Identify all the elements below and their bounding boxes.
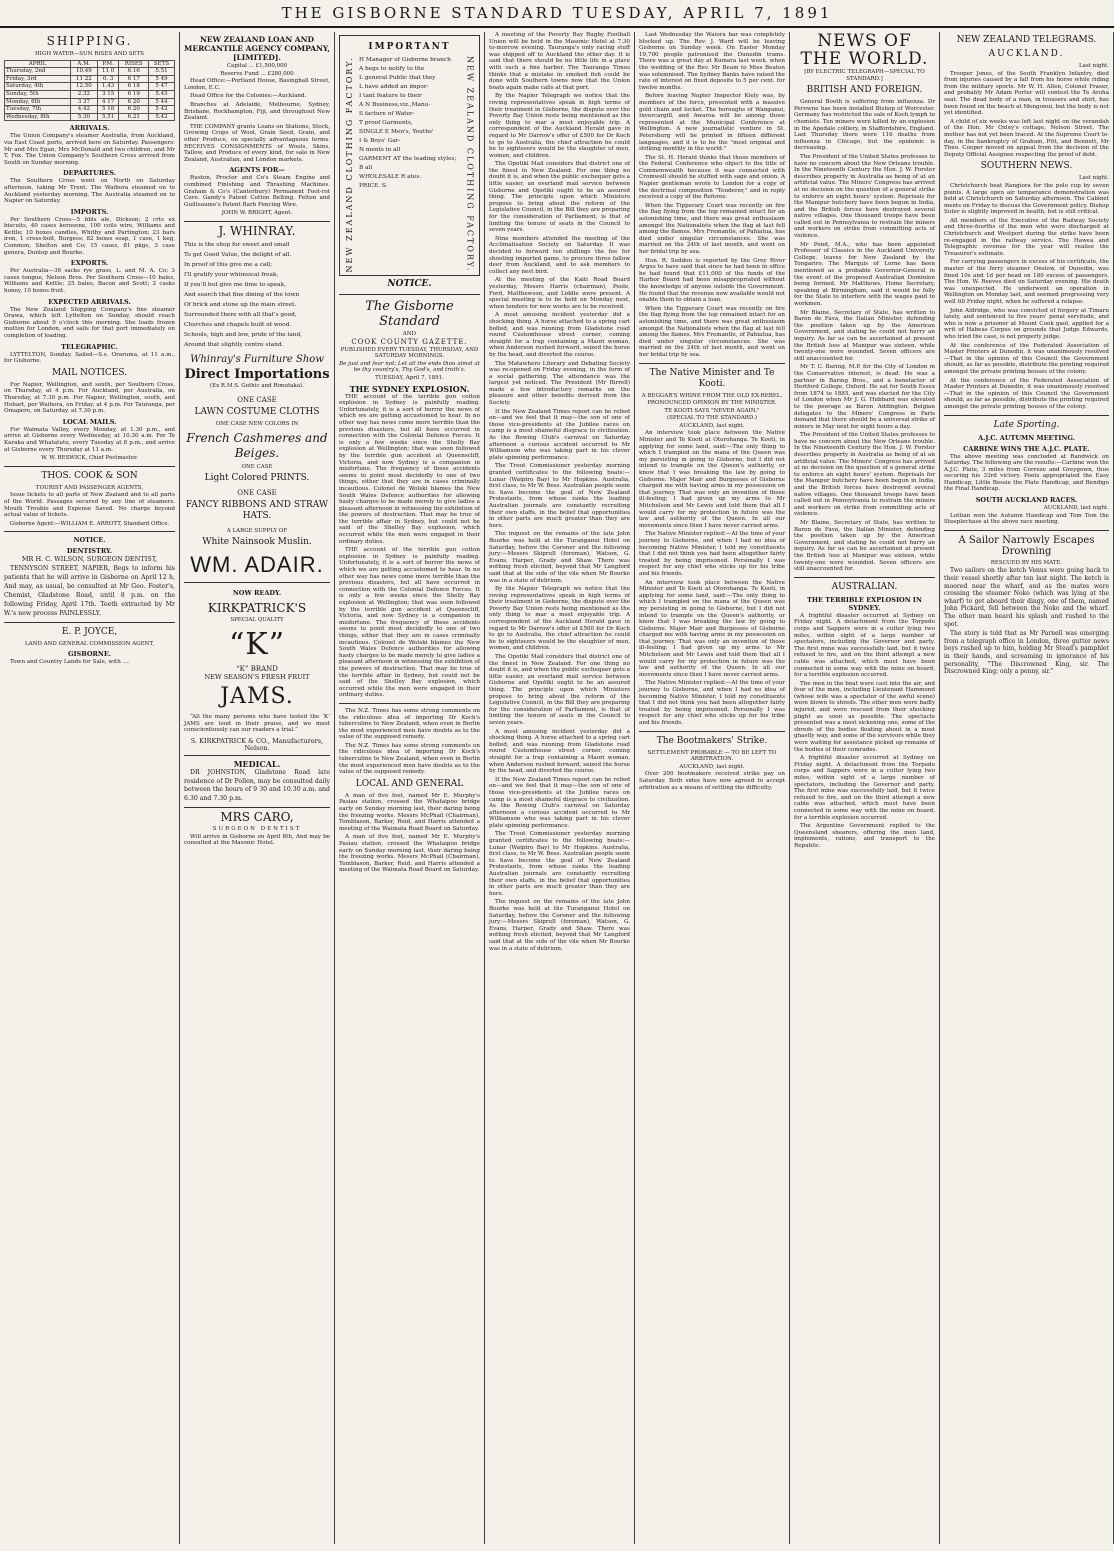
ad-line: T proof Garments,: [359, 120, 413, 126]
k-brand: “K” BRAND: [236, 665, 278, 674]
season: NEW SEASON'S FRESH FRUIT: [204, 672, 310, 681]
nzloan-heading: NEW ZEALAND LOAN AND MERCANTILE AGENCY COMPANY, [LIMITED].: [184, 35, 330, 62]
ad-line: SINGLE E Men's, Youths': [359, 129, 434, 135]
terrible-explosion-heading: THE TERRIBLE EXPLOSION IN SYDNEY.: [807, 595, 922, 612]
ad-line: PRICE. S.: [359, 183, 388, 189]
johnston-text: DR JOHNSTON, Gladstone Road late residence of Dr Pollen, may be consulted daily between the hours of 9 30 and 10.30 a.m. and 6.30 and 7.30 p.m.: [184, 769, 330, 802]
tide-cell: 5.30: [71, 113, 98, 121]
kirk-signature: S. KIRKPATRICK & CO., Manufacturers, Nelson.: [190, 737, 324, 752]
tide-cell: 5 44: [149, 98, 175, 106]
dentist-text: TENNYSON STREET, NAPIER, Begs to inform his patients that he will arrive in Gisborne on April 12 h, And may, as usual, be consulted at Mr Geo. Foster's, Chemist, Gladstone Road, until 8 p.m. on the following Friday, April 17th. Teeth extracted by Mr W.'s new process PAINLESSLY.: [4, 564, 175, 617]
tide-cell: 5 18: [97, 106, 119, 114]
tide-cell: 6.16: [119, 68, 149, 76]
news-world-heading: NEWS OF THE WORLD.: [800, 32, 929, 69]
auckland-heading: AUCKLAND.: [988, 49, 1065, 59]
notice-word: NOTICE.: [387, 279, 432, 290]
joyce-text: Town and Country Lands for Sale, with ....: [10, 659, 130, 666]
col4-text-i-cont: The Trout Commissioner yesterday morning granted certificates to the following boats:—Lunar (Waipiro Bay) to Mr Hopkins. Australia, first class, to Mr W. Bess. Australian people seem to have become the goal of New Zealand Protestants, from whose ranks the leading Australian journals are constantly recruiting their own staffs, in the belief that opportunities in other parts are much greater than they are here.: [489, 831, 630, 897]
local-mails-heading: LOCAL MAILS.: [62, 417, 117, 426]
whinray-line: And search that fine dining of the town: [184, 291, 300, 298]
col5-text-b: Before leaving Napier Inspector Kiely was, by members of the force, presented with a massive gold chain and locket. The boroughs of Wanganui, Invercargill, and Awaroa will be among those represented at the Municipal Conference at Wellington. A new journalistic venture in St. Petersburg will be printed in fifteen different languages, and it is to be the "most original and striking monthly in the world.": [639, 93, 785, 153]
column-1: [0, 32, 180, 1544]
k-brand-large: “K”: [228, 627, 286, 663]
masthead: THE GISBORNE STANDARD TUESDAY, APRIL 7, 1891: [0, 0, 1114, 28]
reserve: Reserve Fund ... £280,000: [220, 70, 294, 77]
lawn-cloths: LAWN COSTUME CLOTHS: [194, 407, 320, 418]
joyce-sub: LAND AND GENERAL COMMISSION AGENT,: [25, 640, 154, 647]
important-heading: IMPORTANT: [368, 42, 451, 52]
south-auckland-text: Lottian won the Autumn Handicap and Tom Tom the Steeplechase at the above race meeting.: [944, 512, 1109, 526]
adair-name: WM. ADAIR.: [190, 552, 324, 578]
carbine-text: The above meeting was concluded at Randwick on Saturday. The following are the results:—Carbine won the A.J.C. Plate, 3 miles from Correze and Greygown, thus securing his 33rd victory. Poets appropriated the Easy Handicap, Little Bessie the Plate Handicap, and Bendigo the Final Handicap.: [944, 453, 1109, 493]
col4-text-j-cont: The inquest on the remains of the late John Bourke was held at the Turanganui Hotel on Saturday, before the Coroner and the following jury:—Messrs Skiprull (foreman), Watson, G. Evans, Harper, Grady and Shaw. There was nothing fresh elicited, beyond that Mr Langford said that at the side of the vile when Mr Bourke was in a state of delirium.: [489, 899, 630, 952]
native-minister-heading: The Native Minister and Te Kooti.: [649, 367, 775, 389]
expected-text: The New Zealand Shipping Company's fine steamer Orawa, which left Lyttelton on Sunday, should reach Gisborne about 9 o'clock this morning. She loads frozen mutton for London, and sails for that port immediately on completion of loading.: [4, 306, 175, 339]
terrible-text-cont: A frightful disaster occurred at Sydney on Friday night. A detachment from the Torpedo corps and Sappers were in a cutter lying two miles, within sight of a large number of spectators, including the Governor and party. The first mine was successfully laid, but it twice refused to fire, and on the third attempt a new cable was attached, which must have been connected in some way with the mine on board, for a terrible explosion occurred.: [794, 755, 935, 821]
special-note: (SPECIAL TO THE STANDARD.): [666, 415, 758, 422]
southern-text-2: All members of the Executive of the Railway Society and three-fourths of the men who were discharged at Christchurch and Westport during the strike have been re-engaged in the railway service. The Hawea and Telegraphic revenue for the year will realise the Treasurer's estimate.: [944, 217, 1109, 257]
whinray-heading: J. WHINRAY.: [218, 223, 296, 238]
divider: [184, 582, 330, 583]
british-text-4: Mr Blaine, Secretary of State, has written to Baron de Fava, the Italian Minister, defending the position taken up by the American Government, and stating he could not hurry an inquiry. As far as can be ascertained at present the British loss at Manipur was sixteen, while twenty-one were wounded. Seven officers are still unaccounted for.: [794, 309, 935, 362]
tide-cell: 6 20: [119, 98, 149, 106]
ad-line: H Manager of Gisborne branch: [359, 57, 451, 63]
whinray-line: I'll gratify your whimsical freak,: [184, 271, 279, 278]
joyce-heading: E. P. JOYCE,: [61, 626, 118, 637]
kirkpatrick-heading: KIRKPATRICK'S: [207, 601, 307, 616]
tide-header-cell: RISES: [119, 60, 149, 68]
ad-line: A N Business,viz.,Manu-: [359, 102, 431, 108]
boot-dateline: AUCKLAND, last night.: [679, 763, 745, 770]
tide-cell: Tuesday, 7th: [5, 106, 71, 114]
british-text: General Booth is suffering from influenza. Dr Perowne has been installed Bishop of Worcester. Germany has restricted the sale of Koch lymph to chemists. Ten miners were killed by an explosion in the Apedale colliery, in Staffordshire, England. Last Thursday there were 116 deaths from influenza in Chicago, but the epidemic is decreasing.: [794, 99, 935, 152]
medical-heading: MEDICAL.: [233, 759, 281, 770]
branches: Branches at Adelaide, Melbourne, Sydney, Brisbane, Rockhampton, Fiji, and throughout New Zealand.: [184, 101, 330, 122]
dentistry-heading: DENTISTRY.: [66, 547, 113, 556]
divider: [339, 703, 480, 704]
native-sub-3: TE KOOTI SAYS "NEVER AGAIN.": [664, 407, 760, 414]
native-text-2: The Native Minister replied:—At the time of your journey to Gisborne, and when I had no idea of becoming Native Minister, I told my constituents that I did not think you had been altogether fairly treated by being imprisoned. Personally I was respect for any chief who sticks up for his tribe and his friends.: [639, 531, 785, 577]
whinray-line: Schools, high and low, pride of the land,: [184, 331, 303, 338]
tide-header-cell: SETS: [149, 60, 175, 68]
sailor-text-2: The story is told that as Mr Parnell was emerging from a telegraph office in London, three gutter news boys rushed up to him, holding Mr Stead's pamphlet in their hands, and screaming in ignorance of his personality, "The Discrowned King, sir. The Discrowned King; only a penny, sir.": [944, 630, 1109, 676]
ad-side-right: NEW ZEALAND CLOTHING FACTORY.: [465, 56, 475, 273]
col5-text-d: When the Tipperary Court was recently on fire the flag flying from the top remained intact for an astonishing time, and there was great enthusiasm amongst the Nationalists when the flag at last fell among the flames. Mrs Fremantle, of Pahiatua, has died under singular circumstances. She was married on the 24th of last month, and went on her bridal trip by sea.: [639, 202, 785, 255]
tide-cell: 12.50: [71, 83, 98, 91]
ad-line: N ments in all: [359, 147, 401, 153]
cook-signature: Gisborne Agent:—WILLIAM E. ARROTT, Standard Office.: [9, 520, 170, 527]
divider: [639, 363, 785, 364]
british-text-3: Mr Pond, M.A., who has been appointed Professor of Classics in the Auckland University College, leaves for New Zealand by the Tongariro. The Marquis of Lorne has been mentioned as a probable Governor-General in the event of the proposed Australian Dominion being formed. Mr Matthews, Home Secretary, speaking at Birmingham, said it would be folly for the State to interfere with the wages paid to workmen.: [794, 241, 935, 307]
divider: [944, 530, 1109, 531]
divider: [4, 466, 175, 467]
tide-cell: 11 22: [71, 75, 98, 83]
bootmakers-heading: The Bootmakers' Strike.: [656, 735, 768, 746]
caro-heading: MRS CARO,: [220, 810, 294, 825]
argentine-text: The Argentine Government replied to the Queensland shearers, offering the men land, implements, rations, and transport to the Republic.: [794, 823, 935, 849]
departures-text: The Southern Cross went on North on Saturday afternoon, taking Mr Trent. The Waihora steamed on to Auckland yesterday morning. The Australia steamed on to Napier on Saturday.: [4, 178, 175, 205]
whinray-line: Churches and chapels built of wood.: [184, 321, 292, 328]
divider: [184, 755, 330, 756]
british-text-2-cont: The President of the United States professes to have no concern about the New Orleans trouble. In the Nineteenth Century the Hon. J. W. Forster describes property in Australia as being of at an artificial value. The Miners' Congress has arrived at no decision on the question of a general strike to enforce an eight hours' system. Reprisals for the Manipur butchery have been begun in India, and the British forces have destroyed several native villages. One thousand troops have been called out in Pennsylvania to restrain the miners and workers on strike from committing acts of violence.: [794, 432, 935, 518]
col5-text-a: Last Wednesday the Waiora bar was completely blocked up. The Rev. J. Ward will be leaving Gisborne on Sunday week. On Easter Monday 19,700 people patronised the Dunedin trams. There was a great day at Kumara last week, when the wedding of the Rev. Mr Beam to Miss Beaton was solemnised. The Sydney Banks have raised the rate of interest on fixed deposits to 5 per cent. for twelve months.: [639, 32, 785, 91]
motto: Be just and fear not; Let all the ends thou aimst at be thy country's, Thy God's, and truth's.: [339, 360, 480, 374]
ad-line: L general Public that they: [359, 75, 436, 81]
ad-line: B all: [359, 165, 373, 171]
tide-cell: Friday, 3rd: [5, 75, 71, 83]
col4-text-j: The inquest on the remains of the late John Bourke was held at the Turanganui Hotel on Saturday, before the Coroner and the following jury:—Messrs Skiprull (foreman), Watson, G. Evans, Harper, Grady and Shaw. There was nothing fresh elicited, beyond that Mr Langford said that at the side of the vile when Mr Bourke was in a state of delirium.: [489, 531, 630, 584]
tide-cell: 3 15: [97, 90, 119, 98]
col4-text-g: The Matawhero Literary and Debating Society was re-opened on Friday evening, in the form of a social gathering. The attendance was the largest yet noticed. The President (Mr Birrell) made a few introductory remarks on the pleasure and other benefits derived from the Society.: [489, 360, 630, 407]
tide-row: [5, 90, 175, 98]
published: PUBLISHED EVERY TUESDAY, THURSDAY, AND SATURDAY MORNINGS.: [340, 346, 479, 360]
tide-cell: 5 47: [149, 83, 175, 91]
native-sub-1: A BEGGAR'S WHINE FROM THE OLD EX-REBEL.: [641, 392, 783, 399]
column-4: [485, 32, 635, 1544]
local-general-heading: LOCAL AND GENERAL: [355, 778, 464, 789]
french-cashmeres: French Cashmeres and Beiges.: [186, 430, 328, 460]
local-mails-text: For Waimata Valley, every Monday, at 1.30 p.m., and arrive at Gisborne every Wednesday, at 10.30 a.m. For Te Karaka and Whatatutu, every Tuesday at 8 p.m., and arrive at Gisborne every Thursday at 11 a.m.: [4, 426, 175, 453]
australian-heading: AUSTRALIAN.: [831, 581, 898, 592]
divider: [4, 531, 175, 532]
column-7: [940, 32, 1114, 1544]
tide-row: [5, 83, 175, 91]
ex-ships: (Ex R.M.S. Gothic and Rimutaka).: [209, 382, 305, 389]
cook-text: Issue tickets to all parts of New Zealand and to all parts of the World. Passages secured by any line of steamers. Mouth Trouble and Expense Saved. No charge beyond actual value of tickets.: [4, 492, 175, 519]
ad-line: GARMENT AT the leading styles;: [359, 156, 457, 162]
divider: [339, 294, 480, 295]
terrible-text-2: The men in the boat were cast into the air, and four of the men, including Lieutenant Hammond (whose wife was a spectator of the awful scene) were blown to shreds. The other men were badly injured, and were rescued from their shocking plight as soon as possible. The spectacle presented was a most sickening one, some of the shreds of the bodies floating about in a most ghastly way, and some of the survivors while they were waiting for assistance picked up remains of the bodies of their comrades.: [794, 680, 935, 753]
column-3: [335, 32, 485, 1544]
tide-cell: 1.43: [97, 83, 119, 91]
col4-text-a: A meeting of the Poverty Bay Rugby Football Union will be held in the Masonic Hotel at 7.30 to-morrow evening. Tauranga's only racing stuff was shipped off to Auckland the other day. It is said that there should be no little life in a place with such a fine harbor. The Tauranga Times thinks that a mistake in smoked fish could be done with Southern towns now that the Union boats again make calls at that port.: [489, 32, 630, 91]
whinray-line: If you'll but give me time to speak,: [184, 281, 286, 288]
native-dateline: AUCKLAND, last night.: [679, 422, 745, 429]
tide-header-row: [5, 60, 175, 68]
tide-row: [5, 106, 175, 114]
dentist-name: MR H. C. WILSON, SURGEON DENTIST,: [21, 555, 158, 564]
tide-cell: 5 42: [149, 106, 175, 114]
divider: [639, 731, 785, 732]
whinray-line: To get Good Value, the delight of all.: [184, 251, 292, 258]
one-case-2: ONE CASE NEW COLORS IN: [215, 421, 299, 428]
furniture-show: Whinray's Furniture Show: [190, 353, 324, 365]
telegraphic-text: LYTTELTON, Sunday. Sailed—S.s. Oraruma, at 11 a.m., for Gisborne.: [4, 351, 175, 365]
col4-text-h: If the New Zealand Times report can be relied on—and we feel that it may—the son of one of those vice-presidents at the Jubilee races on camp is a most shameful disgrace to civilization. As the Rowing Club's carnival on Saturday afternoon a curious accident occurred to Mr Williamson who was taking part in his clever plate spinning performance.: [489, 408, 630, 461]
tide-cell: 4 17: [97, 98, 119, 106]
departures-heading: DEPARTURES.: [63, 169, 116, 178]
col5-text-c: The St. H. Herald thinks that those members of the Federal Conference who object to the title of Commonwealth because it was connected with Cromwell should be stuffed with sage and onion. A Napier gentleman wrote to London for a copy of the doctrinal composition "Tenderer," and in reply received a copy of the Referee.: [639, 154, 785, 201]
tide-cell: 5.51: [97, 113, 119, 121]
auckland-text-2: A child of six weeks was left last night on the verandah of the Hon. Mr Oxley's cottage, Nelson Street. The mother has not yet been traced. At the Supreme Court to-day, in the bankruptcy of Graham, Pitt, and Bennett, Mr Theo. Cooper moved on appeal from the decision of the Deputy Official Assignee respecting the proof of debt.: [944, 118, 1109, 158]
carbine-heading: CARBINE WINS THE A.J.C. PLATE.: [963, 444, 1090, 453]
tide-cell: Monday, 6th: [5, 98, 71, 106]
whinray-line: In proof of this give me a call;: [184, 261, 273, 268]
southern-text-3: For carrying passengers in excess of his certificate, the master of the ferry steamer Onslow, of Dunedin, was fined 10s and 1d per head on 180 excess of passengers. The Hon. W. Reeves died on Saturday evening. His death was unexpected. He underwent an operation in Wellington on Monday last, and seemed progressing very well till Friday night, when he suffered a relapse.: [944, 259, 1109, 305]
divider: [4, 622, 175, 623]
divider: [794, 577, 935, 578]
jams-heading: JAMS.: [220, 684, 294, 710]
mail-signature: W. W. BESWICK, Chief Postmaster.: [41, 455, 138, 462]
south-auckland-heading: SOUTH AUCKLAND RACES.: [975, 496, 1078, 505]
shipping-heading: SHIPPING.: [46, 34, 133, 48]
tide-cell: 5.45: [149, 90, 175, 98]
tide-cell: 5 49: [149, 75, 175, 83]
boot-sub: SETTLEMENT PROBABLE — TO BE LEFT TO ARBITRATION.: [647, 749, 777, 763]
tide-cell: Wednesday, 8th: [5, 113, 71, 121]
tide-header-cell: APRIL: [5, 60, 71, 68]
caro-sub: SURGEON DENTIST: [212, 826, 302, 833]
col5-text-d-cont: When the Tipperary Court was recently on fire the flag flying from the top remained intact for an astonishing time, and there was great enthusiasm amongst the Nationalists when the flag at last fell among the flames. Mrs Fremantle, of Pahiatua, has died under singular circumstances. She was married on the 24th of last month, and went on her bridal trip by sea.: [639, 305, 785, 358]
paper-sub: COOK COUNTY GAZETTE.: [351, 338, 468, 347]
col4-text-i: The Trout Commissioner yesterday morning granted certificates to the following boats:—Lunar (Waipiro Bay) to Mr Hopkins. Australia, first class, to Mr W. Bess. Australian people seem to have become the goal of New Zealand Protestants, from whose ranks the leading Australian journals are constantly recruiting their own staffs, in the belief that opportunities in other parts are much greater than they are here.: [489, 463, 630, 529]
col4-text-e: At the meeting of the Kaiti Road Board yesterday, Messrs Harris (chairman), Poole, Ford, Matthewson, and Liddle were present. A special meeting is to be held on Monday next, when tenders for new works are to be received.: [489, 277, 630, 310]
local-text: A man of five feet, named Mr E. Murphy's Pasiau station, crossed the Whataipoo bridge early on Sunday morning last, their daring being the freezing works. Messrs McPhail (Chairman), Tomblason, Barker, Reid, and Harris attended a meeting of the Waimata Road Board on Saturday.: [339, 792, 480, 832]
head-office: Head Office:—Portland House, Basinghall Street, London, E.C.: [184, 78, 330, 91]
col4-text-h-cont: If the New Zealand Times report can be relied on—and we feel that it may—the son of one of those vice-presidents at the Jubilee races on camp is a most shameful disgrace to civilization. As the Rowing Club's carnival on Saturday afternoon a curious accident occurred to Mr Williamson who was taking part in his clever plate spinning performance.: [489, 776, 630, 829]
divider: [184, 807, 330, 808]
col4-text-c-cont: The Opotiki Mail considers that district one of the finest in New Zealand. For one thing no doubt it is, and when the public exchequer gets a little easier, an overland mail service between Gisborne and Opotiki ought to be an assured thing. The principle upon which Ministers propose to bring about the reform of the Legislative Council, in the Bill they are preparing for the consideration of Parliament, is that of limiting the tenure of seats in the Council to seven years.: [489, 654, 630, 726]
column-6: [790, 32, 940, 1544]
sailor-sub: RESCUED BY HIS MATE.: [990, 559, 1063, 566]
southern-news-heading: SOUTHERN NEWS.: [980, 161, 1073, 172]
large-supply: A LARGE SUPPLY OF: [226, 527, 288, 534]
british-text-2: The President of the United States professes to have no concern about the New Orleans trouble. In the Nineteenth Century the Hon. J. W. Forster describes property in Australia as being of at an artificial value. The Miners' Congress has arrived at no decision on the question of a general strike to enforce an eight hours' system. Reprisals for the Manipur butchery have been begun in India, and the British forces have destroyed several native villages. One thousand troops have been called out in Pennsylvania to restrain the miners and workers on strike from committing acts of violence.: [794, 153, 935, 240]
imports-text: Per Southern Cross—5 bbls ale, Dickson; 2 crts ex biscuits, 40 cases kerosene, 100 coils wire, Williams and Kettle; 10 boxes candles, Whitby and Partington; 23 bars iron, 1 cross-bolt, Burgess; 82 boxes soap, 1 case, 1 keg, Common, Shelton and Co; 15 cases, 81 pkgs, 3 case genera, Dunlop and Bourke.: [4, 216, 175, 256]
fancy-ribbons: FANCY RIBBONS AND STRAW HATS.: [185, 499, 329, 521]
tide-cell: 2.32: [71, 90, 98, 98]
native-text-2-cont: The Native Minister replied:—At the time of your journey to Gisborne, and when I had no idea of becoming Native Minister, I told my constituents that I did not think you had been altogether fairly treated by being imprisoned. Personally I was respect for any chief who sticks up for his tribe and his friends.: [639, 680, 785, 726]
nz-times-text-repeat: The N.Z. Times has some strong comments on the ridiculous idea of importing Dr Koch's tuberculine to New Zealand, when even in Berlin the most experienced men have doubts as to the value of the supposed remedy.: [339, 742, 480, 776]
tide-row: [5, 98, 175, 106]
boot-text: Over 200 bootmakers received strike pay on Saturday. Both sides have now agreed to accept arbitration as a means of settling the difficulty.: [639, 771, 785, 791]
special-quality: SPECIAL QUALITY: [230, 617, 284, 624]
ad-line: S facture of Water-: [359, 111, 415, 117]
tide-row: [5, 113, 175, 121]
tide-cell: 6 20: [119, 106, 149, 114]
southern-date: Last night.: [1078, 175, 1109, 182]
col4-text-f: A most amusing incident yesterday did a shocking thing. A horse attached to a spring cart bolted, and was running from Gladstone road round Customhouse street corner, coming straight for a trap containing a Maori woman, when Anderson rushed forward, seized the horse by the head, and diverted the course.: [489, 312, 630, 358]
nainsook-muslin: White Nainsook Muslin.: [202, 537, 312, 548]
sailor-text: Two sailors on the ketch Venus were going back to their vessel shortly after ten last night. The ketch is moored near the wharf, and as the mates were crossing the steamer Noko (which was lying at the wharf) to get aboard their dingy, one of them, named John Pickard, fell between the Noko and the wharf. The other man heard his splash and rushed to the spot.: [944, 567, 1109, 628]
light-prints: Light Colored PRINTS.: [204, 473, 310, 484]
auckland-date: Last night.: [1078, 63, 1109, 69]
sydney-text: THE account of the terrible gun cotton explosion in Sydney is painfully reading. Unfortunately, it is a sort of horror the news of which we are getting accustomed to hear. In no other way has news come more terrible than the previous disasters, but all have occurred in connection with the Colonial Defence Forces. It is only a few weeks since the Shelly Bay explosion at Wellington; that was soon followed by the terrible gun accident at Queenscliff, Victoria, and now Sydney is a companion in misfortune. The frequency of these accidents seems to point most decidedly to one of two things, either that they are in cases criminally incautious. Colonel de Wolski blames the New South Wales Defence authorities for allowing hasty charges to be made merely to give ladies a pleasant afternoon in witnessing the exhibition of the powers of destruction. That may be true of the terrible affair in Sydney, but could not be said of the Shelley Bay explosion, which occurred while the men were engaged in their ordinary duties.: [339, 393, 480, 545]
divider: [944, 415, 1109, 416]
one-case-3: ONE CASE: [241, 463, 273, 470]
ad-lines: [359, 56, 460, 272]
local-text-repeat: A man of five feet, named Mr E. Murphy's Pasiau station, crossed the Whataipoo bridge early on Sunday morning last, their daring being the freezing works. Messrs McPhail (Chairman), Tomblason, Barker, Reid, and Harris attended a meeting of the Waimata Road Board on Saturday.: [339, 834, 480, 874]
nz-telegrams-heading: NEW ZEALAND TELEGRAMS.: [956, 35, 1097, 45]
paper-and: AND: [402, 331, 417, 338]
exports-heading: EXPORTS.: [70, 259, 109, 268]
tide-cell: 6 18: [119, 83, 149, 91]
tide-table: [4, 60, 175, 122]
terrible-text: A frightful disaster occurred at Sydney on Friday night. A detachment from the Torpedo corps and Sappers were in a cutter lying two miles, within sight of a large number of spectators, including the Governor and party. The first mine was successfully laid, but it twice refused to fire, and on the third attempt a new cable was attached, which must have been connected in some way with the mine on board, for a terrible explosion occurred.: [794, 612, 935, 679]
cook-sub: TOURIST AND PASSENGER AGENTS,: [35, 484, 144, 491]
column-2: [180, 32, 335, 1544]
telegraphic-heading: TELEGRAPHIC.: [61, 342, 118, 351]
col4-text-c: The Opotiki Mail considers that district one of the finest in New Zealand. For one thing no doubt it is, and when the public exchequer gets a little easier, an overland mail service between Gisborne and Opotiki ought to be an assured thing. The principle upon which Ministers propose to bring about the reform of the Legislative Council, in the Bill they are preparing for the consideration of Parliament, is that of limiting the tenure of seats in the Council to seven years.: [489, 161, 630, 234]
column-5: [635, 32, 790, 1544]
late-sporting-heading: Late Sporting.: [993, 419, 1060, 430]
british-text-4-cont: Mr Blaine, Secretary of State, has written to Baron de Fava, the Italian Minister, defending the position taken up by the American Government, and stating he could not hurry an inquiry. As far as can be ascertained at present the British loss at Manipur was sixteen, while twenty-one were wounded. Seven officers are still unaccounted for.: [794, 520, 935, 573]
col4-text-f-cont: A most amusing incident yesterday did a shocking thing. A horse attached to a spring cart bolted, and was running from Gladstone road round Customhouse street corner, coming straight for a trap containing a Maori woman, when Anderson rushed forward, seized the horse by the head, and diverted the course.: [489, 728, 630, 775]
paper-title: The Gisborne Standard: [365, 299, 454, 330]
col5-text-e: Hon. R. Seddon is reported by the Grey River Argus to have said that since he had been in office he had found that £11,000 of the funds of the Harbor Board had been misappropriated without the knowledge of anyone outside the Government. He found that the revenue now available would not enable them to obtain a loan.: [639, 257, 785, 304]
agents-text: Ruston, Proctor and Co's Steam Engine and combined Finishing and Thrashing Machines. Graham & Co's (Canterbury) Permanent Foot-rot Cure. Gandy's Patent Cotton Belting. Felton and Guilleaume's Patent Barb Fencing Wire.: [184, 175, 330, 208]
capital: Capital ... £1,500,000: [226, 63, 288, 69]
cook-heading: THOS. COOK & SON: [41, 470, 138, 481]
native-text-cont: An interview took place between the Native Minister and Te Kooti at Otorohanga. Te Kooti, in applying for some land, said:—The only thing to which I trampled on the mana of the Queen was my persisting in going to Gisborne, but I did not intend to trample on the Queen's authority, or know that I was breaking the law by going to Gisborne. Major Mair and Burgesses of Gisborne charged me with having arms in my possession on that journey. That was only an invention of those ill-feeling; I had given up my arms to Mr Mitchelson and Mr Lewis and told them that all I would carry for my protection in future was the law and authority of the Queen. In all our movements since then I have never carried arms.: [639, 579, 785, 678]
tide-cell: 4.42: [71, 106, 98, 114]
col4-text-b: By the Napier Telegraph we notice that the roving representatives speak in high terms of their treatment in Gisborne, the dispute over the Poverty Bay Union rests being mentioned as the only thing to mar a most enjoyable trip. A correspondent of the Auckland Herald gave in regard to Mr Darrow's offer of £500 for Dr Koch to go to Australia, the chief attraction he could be to sightseers would be the slaughter of men, women, and children.: [489, 93, 630, 159]
joyce-place: GISBORNE.: [67, 650, 112, 659]
exports-text: Per Australia—36 sacks rye grass, L. and M. A. Co; 3 cases tongue, Nelson Bros. Per Southern Cross—10 bales, Williams and Kettle; 25 bales, Bacon and Scott; 2 casks honey, 10 boxes fruit.: [4, 268, 175, 295]
southern-text-5: At the conference of the Federated Association of Master Printers at Dunedin, it was unanimously resolved—That in the opinion of this Council the Government should, as far as possible, distribute the printing required amongst the private printing houses of the colony.: [944, 342, 1109, 375]
col4-text-d: Nine members attended the meeting of the Acclimatisation Society on Saturday. It was decided to forward ten shillings the fee for shooting imported game, to procure three fallow deer from Auckland, and to ask members to collect any nest bird.: [489, 235, 630, 275]
ad-line: I tant feature to their: [359, 93, 422, 99]
tide-cell: 5.42: [149, 113, 175, 121]
ad-side-left: NEW ZEALAND CLOTHING FACTORY.: [344, 56, 354, 273]
tide-cell: Saturday, 4th: [5, 83, 71, 91]
native-sub-2: PRONOUNCED OPINION BY THE MINISTER.: [647, 400, 777, 407]
clothing-factory-ad: [339, 35, 480, 276]
agents-heading: AGENTS FOR—: [229, 166, 285, 175]
sydney-text-repeat: THE account of the terrible gun cotton explosion in Sydney is painfully reading. Unfortunately, it is a sort of horror the news of which we are getting accustomed to hear. In no other way has news come more terrible than the previous disasters, but all have occurred in connection with the Colonial Defence Forces. It is only a few weeks since the Shelly Bay explosion at Wellington; that was soon followed by the terrible gun accident at Queenscliff, Victoria, and now Sydney is a companion in misfortune. The frequency of these accidents seems to point most decidedly to one of two things, either that they are in cases criminally incautious. Colonel de Wolski blames the New South Wales Defence authorities for allowing hasty charges to be made merely to give ladies a pleasant afternoon in witnessing the exhibition of the powers of destruction. That may be true of the terrible affair in Sydney, but could not be said of the Shelley Bay explosion, which occurred while the men were engaged in their ordinary duties.: [339, 547, 480, 699]
col4-text-a-cont: By the Napier Telegraph we notice that the roving representatives speak in high terms of their treatment in Gisborne, the dispute over the Poverty Bay Union rests being mentioned as the only thing to mar a most enjoyable trip. A correspondent of the Auckland Herald gave in regard to Mr Darrow's offer of £500 for Dr Koch to go to Australia, the chief attraction he could be to sightseers would be the slaughter of men, women, and children.: [489, 586, 630, 652]
tide-cell: 6 19: [119, 90, 149, 98]
ad-line: I & Boys' Gar-: [359, 138, 401, 144]
sydney-heading: THE SYDNEY EXPLOSION.: [349, 383, 470, 394]
sailor-heading: A Sailor Narrowly Escapes Drowning: [958, 534, 1095, 557]
ad-line: L have added an impor-: [359, 84, 429, 90]
native-text: An interview took place between the Native Minister and Te Kooti at Otorohanga. Te Kooti, in applying for some land, said:—The only thing to which I trampled on the mana of the Queen was my persisting in going to Gisborne, but I did not intend to trample on the Queen's authority, or know that I was breaking the law by going to Gisborne. Major Mair and Burgesses of Gisborne charged me with having arms in my possession on that journey. That was only an invention of those ill-feeling; I had given up my arms to Mr Mitchelson and Mr Lewis and told them that all I would carry for my protection in future was the law and authority of the Queen. In all our movements since then I have never carried arms.: [639, 430, 785, 529]
tide-row: [5, 68, 175, 76]
southern-text: Christchurch beat Rangiora for the polo cup by seven points. A large open air temperance demonstration was held at Christchurch on Saturday afternoon. The Cabinet meets on Friday to discuss the Government policy. Bishop Suter is slightly improved in health, but is still critical.: [944, 182, 1109, 216]
auckland-text: Trooper Jones, of the South Franklyn Infantry, died from injuries caused by a fall from his horse while riding from the military sports. Mr W. H. Allen, Colonel Fraser, and probably Mr Adam Porter will contest the Te Aroha seat. The dead body of a man, in trousers and shirt, has been found on the beach at Mongonui, but the body is not yet identified.: [944, 70, 1109, 117]
mail-text: For Napier, Wellington, and south, per Southern Cross, on Thursday, at 4 p.m. For Auckland, per Australia, on Thursday, at 7.30 p.m. For Napier, Wellington, south, and Hobart, per Waihora, on Friday, at 4 p.m. For Tauranga, per Omapere, on Saturday, at 7.30 p.m.: [4, 381, 175, 415]
whinray-line: Surrounded there with all that's good,: [184, 311, 297, 318]
agent-signature: JOHN W. BRIGHT, Agent.: [221, 210, 293, 217]
tide-cell: 5.51: [149, 68, 175, 76]
one-case-1: ONE CASE: [237, 396, 277, 405]
tide-cell: 10.49: [71, 68, 98, 76]
imports-heading: IMPORTS.: [70, 207, 109, 216]
news-sub: [BY ELECTRIC TELEGRAPH—SPECIAL TO STANDARD.]: [804, 69, 925, 82]
whinray-line: This is the shop for sweet and small: [184, 241, 290, 248]
tide-cell: Sunday, 5th: [5, 90, 71, 98]
arrivals-text: The Union Company's steamer Australia, from Auckland, via East Coast ports, arrived here on Saturday. Passengers: Mr and Mrs Egan, Mrs McDonald and two children, and Mr T. Fox. The Union Company's Southern Cross arrived from South on Sunday morning.: [4, 133, 175, 166]
tide-cell: 6.21: [119, 113, 149, 121]
tide-cell: 6 17: [119, 75, 149, 83]
tide-title: HIGH WATER—SUN RISES AND SETS: [34, 51, 145, 57]
tide-header-cell: P.M.: [97, 60, 119, 68]
ad-line: A begs to notify to the: [359, 66, 425, 72]
caro-text: Will arrive in Gisborne on April 8th, And may be consulted at the Masonic Hotel.: [184, 833, 330, 847]
british-text-5: Mr T. C. Baring, M.P. for the City of London in the Conservative interest, is dead. He was a partner in Baring Bros., and a benefactor of Hertford College, Oxford. He sat for South Essex from 1874 to 1885, and was elected for the City of London when Mr J. G. Hubbard was elevated to the peerage as Baron Addington. Belgian delegates to the Miners' Congress in Paris demand that there should be a universal strike of miners in May next for eight hours a day.: [794, 364, 935, 430]
tide-cell: Thursday, 2nd: [5, 68, 71, 76]
southern-text-4: John Aldridge, who was convicted of forgery at Timaru lately, and sentenced to five years' penal servitude, and who is now a prisoner at Mount Cook gaol, applied for a writ of Habeas Corpus on grounds that Judge Edwards, who tried the case, is not properly judge.: [944, 307, 1109, 340]
south-auckland-date: AUCKLAND, last night.: [1043, 505, 1109, 512]
ad-line: WHOLESALE R ates.: [359, 174, 422, 180]
jam-quote: “All the many persons who have tested the ‘K’ JAMS are loud in their praise, and we must conscientiously can our readers a trial.”: [184, 714, 330, 734]
expected-heading: EXPECTED ARRIVALS.: [48, 297, 131, 306]
colonies-office: Head Office for the Colonies:—Auckland.: [190, 93, 307, 100]
tide-cell: 0. 3: [97, 75, 119, 83]
tide-cell: 11 0: [97, 68, 119, 76]
direct-imports: Direct Importations: [184, 366, 330, 382]
whinray-verse: [184, 240, 330, 350]
date-line: TUESDAY, April 7, 1891.: [375, 375, 444, 382]
british-foreign-heading: BRITISH AND FOREIGN.: [806, 85, 923, 96]
divider: [184, 221, 330, 222]
ajc-heading: A.J.C. AUTUMN MEETING.: [978, 433, 1075, 442]
now-ready: NOW READY.: [232, 589, 282, 598]
tide-row: [5, 75, 175, 83]
tide-cell: 3 37: [71, 98, 98, 106]
notice-heading: NOTICE.: [73, 536, 106, 545]
nz-times-text: The N.Z. Times has some strong comments on the ridiculous idea of importing Dr Koch's tuberculine to New Zealand, when even in Berlin the most experienced men have doubts as to the value of the supposed remedy.: [339, 707, 480, 741]
one-case-4: ONE CASE: [237, 489, 277, 498]
whinray-line: Of brick and stone up the main street.: [184, 301, 297, 308]
southern-text-5-cont: At the conference of the Federated Association of Master Printers at Dunedin, it was unanimously resolved—That in the opinion of this Council the Government should, as far as possible, distribute the printing required amongst the private printing houses of the colony.: [944, 377, 1109, 410]
arrivals-heading: ARRIVALS.: [69, 124, 110, 133]
company-text: THE COMPANY grants Loans on Stations, Stock, Growing Crops of Wool, Grain Seed, Grain, and other Produce, on specially advantageous terms. RECEIVES CONSIGNMENTS of Wools, Skins, Tallow, and Produce of every kind, for sale in New Zealand, Australian, and London markets.: [184, 123, 330, 163]
mail-heading: MAIL NOTICES.: [51, 367, 128, 378]
tide-header-cell: A.M.: [71, 60, 98, 68]
whinray-line: Around that slightly centre stand.: [184, 341, 284, 348]
